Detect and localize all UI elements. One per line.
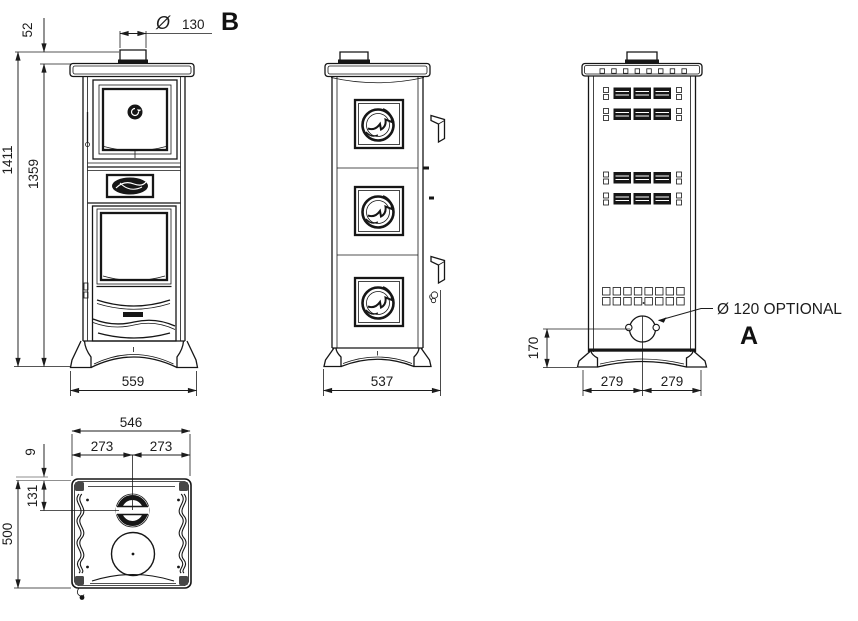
dim-front-flue-offset (20, 18, 44, 52)
medallion-top (355, 100, 403, 148)
dim-front-width (71, 371, 197, 396)
dim-text-52: 52 (20, 22, 35, 38)
dim-top-rear-offset (16, 444, 48, 477)
view-a-label: A (740, 322, 759, 350)
optional-flue-callout (659, 301, 843, 323)
dim-text-9: 9 (23, 448, 38, 456)
top-view (72, 479, 191, 600)
front-middle-band (88, 163, 181, 203)
view-b-label: B (221, 8, 240, 36)
dim-front-body-height (26, 64, 44, 367)
front-base (71, 341, 198, 368)
front-fire-door (84, 206, 176, 341)
top-dimensions (0, 415, 190, 588)
vent-row (604, 88, 682, 100)
medallion-bottom (355, 278, 403, 326)
top-bottom-detail (77, 575, 176, 600)
medallion-middle (355, 187, 403, 235)
dim-back-half-widths (583, 370, 701, 396)
front-view (70, 50, 198, 368)
dim-text-559: 559 (121, 374, 145, 389)
diameter-symbol: Ø (156, 13, 171, 33)
back-base (578, 349, 707, 368)
dim-text-546: 546 (119, 415, 143, 430)
side-top-plate (325, 64, 430, 83)
back-lower-vent-grid (603, 288, 685, 306)
plate-vent-squares (600, 69, 686, 74)
latch-knob (431, 292, 437, 298)
side-view (324, 52, 445, 367)
back-top-plate (582, 64, 702, 77)
dim-text-279-left: 279 (600, 374, 624, 389)
vent-row (604, 109, 682, 121)
side-base (324, 348, 431, 367)
optional-flue-note: Ø 120 OPTIONAL (717, 301, 842, 318)
dim-text-537: 537 (370, 374, 394, 389)
side-door-handles (430, 116, 445, 303)
dim-text-279-right: 279 (660, 374, 684, 389)
dim-text-130: 130 (182, 17, 205, 32)
drawer-handle (123, 312, 143, 317)
oven-door-knob-icon (128, 105, 143, 120)
side-flue-pipe (338, 52, 370, 64)
dim-front-total-height (0, 52, 18, 367)
front-flue-pipe (118, 50, 148, 64)
back-view (578, 52, 707, 367)
side-medallions (355, 100, 403, 326)
top-optional-flue-circle (112, 533, 155, 576)
latch-hook (77, 588, 84, 596)
dim-text-1411: 1411 (0, 145, 15, 175)
dim-text-500: 500 (0, 522, 15, 546)
back-flue-pipe (625, 52, 659, 64)
front-oven-door (86, 80, 178, 159)
dim-text-273-left: 273 (90, 439, 114, 454)
dim-back-flue-height (526, 329, 630, 368)
dim-text-131: 131 (25, 484, 40, 508)
dim-top-half-widths (40, 439, 190, 511)
back-vent-rows (604, 88, 682, 206)
front-top-plate (70, 64, 194, 77)
dim-text-273-right: 273 (149, 439, 173, 454)
dim-front-flue-diameter (120, 13, 212, 48)
dim-text-1359: 1359 (26, 158, 41, 190)
dim-top-width (72, 415, 190, 476)
dim-text-170: 170 (526, 336, 541, 360)
vent-row (604, 193, 682, 205)
vent-row (604, 172, 682, 184)
dim-top-flue-from-rear (16, 481, 71, 511)
